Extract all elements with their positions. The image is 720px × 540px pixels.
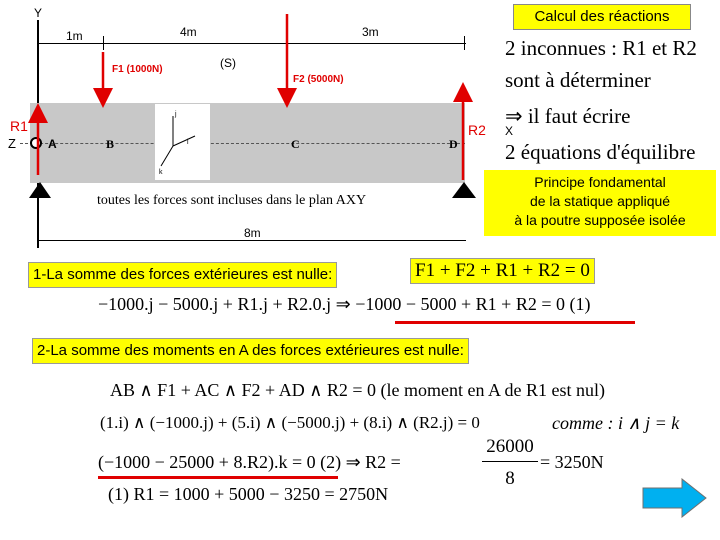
dim-8m: 8m (244, 226, 261, 240)
dim-4m: 4m (180, 25, 197, 39)
r2-result: = 3250N (540, 452, 604, 472)
principle-line-3: à la poutre supposée isolée (514, 212, 686, 228)
step1-label: 1-La somme des forces extérieures est nulle: (28, 262, 337, 288)
svg-text:i: i (187, 139, 189, 146)
step1-expansion: −1000.j − 5000.j + R1.j + R2.0.j ⇒ −1000 − 5000 + R1 + R2 = 0 (1) (98, 294, 591, 314)
eq1-underline (395, 321, 635, 324)
dim-3m: 3m (362, 25, 379, 39)
step2-equation-2: (−1000 − 25000 + 8.R2).k = 0 (2) ⇒ R2 = (98, 452, 401, 472)
eq2-underline (98, 476, 338, 479)
svg-text:j: j (175, 111, 177, 118)
fraction-numerator: 26000 (486, 436, 534, 457)
reaction-r2-label: R2 (468, 122, 486, 138)
fraction-bar (482, 461, 538, 462)
axis-z-label: Z (8, 136, 16, 151)
point-d: D (449, 137, 458, 151)
fraction-denominator: 8 (505, 468, 515, 489)
principle-box (484, 170, 716, 236)
r1-result: (1) R1 = 1000 + 5000 − 3250 = 2750N (108, 484, 389, 504)
step2-cross-product-equation: (1.i) ∧ (−1000.j) + (5.i) ∧ (−5000.j) + (8.i) ∧ (R2.j) = 0 (100, 413, 480, 432)
next-slide-button[interactable] (642, 478, 708, 523)
force-f2-label: F2 (5000N) (293, 74, 344, 85)
diagram-caption: toutes les forces sont incluses dans le plan AXY (97, 193, 367, 208)
must-write-text: ⇒ il faut écrire (505, 104, 631, 128)
two-equations-text: 2 équations d'équilibre (505, 140, 696, 164)
step2-comme-note: comme : i ∧ j = k (552, 413, 680, 433)
step2-label: 2-La somme des moments en A des forces extérieures est nulle: (32, 338, 469, 364)
step1-vector-equation: F1 + F2 + R1 + R2 = 0 (410, 258, 595, 284)
force-f1-label: F1 (1000N) (112, 64, 163, 75)
axis-y-label: Y (34, 6, 43, 20)
point-a: A (48, 137, 57, 151)
axis-x-label: X (505, 124, 514, 138)
unknowns-text: 2 inconnues : R1 et R2 (505, 36, 697, 60)
page-title: Calcul des réactions (513, 4, 691, 30)
dimension-line-bottom (38, 240, 466, 241)
step2-moment-equation: AB ∧ F1 + AC ∧ F2 + AD ∧ R2 = 0 (le moment en A de R1 est nul) (110, 380, 605, 400)
point-c: C (291, 137, 300, 151)
point-b: B (106, 137, 115, 151)
system-label: (S) (220, 56, 236, 70)
principle-line-2: de la statique appliqué (529, 193, 671, 209)
dim-1m: 1m (66, 29, 83, 43)
svg-text:k: k (159, 169, 163, 176)
principle-line-1: Principe fondamental (534, 174, 666, 190)
force-arrows (0, 0, 520, 200)
arrow-right-icon[interactable] (642, 478, 708, 518)
reaction-r1-label: R1 (10, 118, 28, 134)
to-determine-text: sont à déterminer (505, 68, 651, 92)
